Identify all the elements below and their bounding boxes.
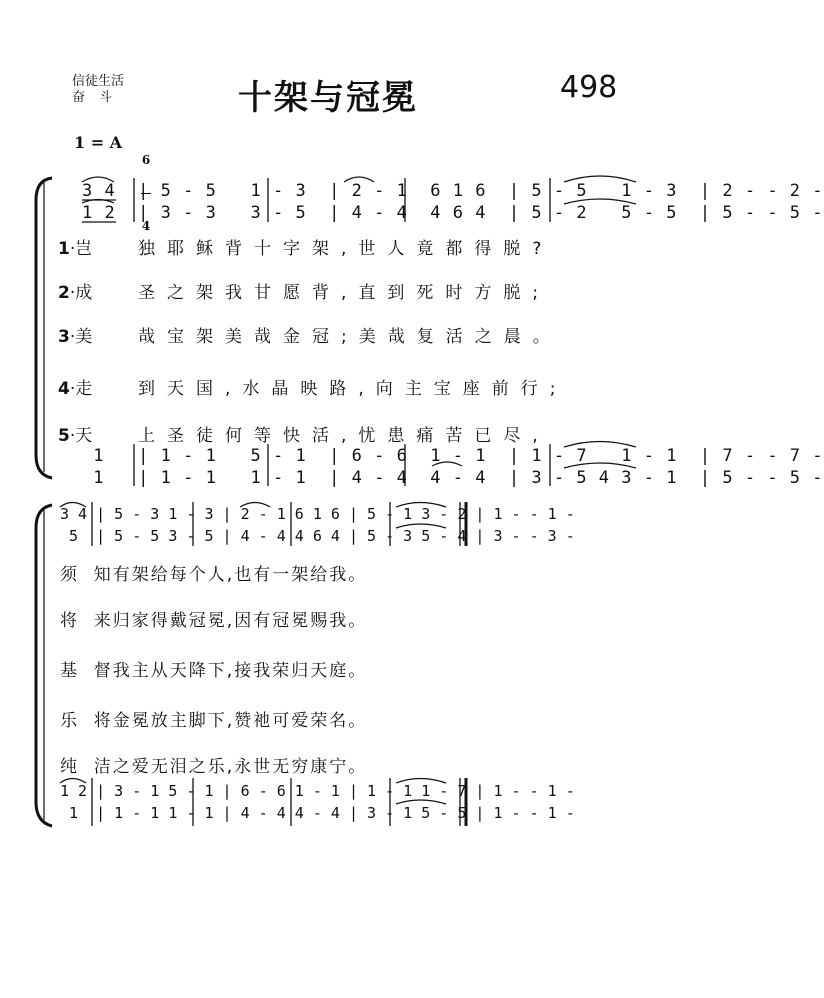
key-signature: 1 = A	[74, 133, 123, 152]
lyric-line-rest: 上圣徒何等快活,忧患痛苦已尽,	[138, 426, 550, 446]
lyric-line: 4·走	[58, 379, 93, 399]
system2-soprano: 3 4 | 5 - 3 1 - 3 | 2 - 1 6 1 6 | 5 - 1 3 - 2 | 1 - - 1 -	[60, 505, 575, 523]
time-sig-top: 6	[141, 153, 151, 167]
lyric-line: 须 知有架给每个人,也有一架给我。	[60, 565, 368, 585]
system1-alto: 1 2 | 3 - 3 3 - 5 | 4 - 4 4 6 4 | 5 - 2 5 - 5 | 5 - - 5 -	[82, 203, 824, 223]
system2-bass: 1 | 1 - 1 1 - 1 | 4 - 4 4 - 4 | 3 - 1 5 - 5 | 1 - - 1 -	[60, 804, 575, 822]
lyric-line: 将 来归家得戴冠冕,因有冠冕赐我。	[60, 611, 368, 631]
lyric-line-rest: 哉宝架美哉金冠;美哉复活之晨。	[138, 327, 562, 347]
lyric-line-rest: 独耶稣背十字架,世人竟都得脱?	[138, 239, 554, 259]
lyric-line: 基 督我主从天降下,接我荣归天庭。	[60, 661, 368, 681]
hymn-title: 十架与冠冕	[238, 78, 418, 118]
hymn-number: 498	[560, 70, 618, 105]
system1-tenor: 1 | 1 - 1 5 - 1 | 6 - 6 1 - 1 | 1 - 7 1 - 1 | 7 - - 7 -	[82, 446, 824, 466]
lyric-line: 纯 洁之爱无泪之乐,永世无穷康宁。	[60, 757, 368, 777]
lyric-line: 5·天	[58, 426, 93, 446]
system1-bass: 1 | 1 - 1 1 - 1 | 4 - 4 4 - 4 | 3 - 5 4 3 - 1 | 5 - - 5 -	[82, 468, 824, 488]
lyric-line-rest: 到天国,水晶映路,向主宝座前行;	[138, 379, 568, 399]
lyric-line: 1·岂	[58, 239, 93, 259]
lyric-line: 3·美	[58, 327, 93, 347]
system1-soprano: 3 4 | 5 - 5 1 - 3 | 2 - 1 6 1 6 | 5 - 5 1 - 3 | 2 - - 2 -	[82, 181, 824, 201]
category-line-1: 信徒生活	[72, 74, 125, 89]
system2-alto: 5 | 5 - 5 3 - 5 | 4 - 4 4 6 4 | 5 - 3 5 - 4 | 3 - - 3 -	[60, 527, 575, 545]
lyric-line: 2·成	[58, 283, 93, 303]
lyric-line: 乐 将金冕放主脚下,赞祂可爱荣名。	[60, 711, 368, 731]
category-line-2: 奋斗	[72, 90, 127, 105]
lyric-line-rest: 圣之架我甘愿背,直到死时方脱;	[138, 283, 551, 303]
system2-tenor: 1 2 | 3 - 1 5 - 1 | 6 - 6 1 - 1 | 1 - 1 1 - 7 | 1 - - 1 -	[60, 782, 575, 800]
time-sig-bottom: 4	[141, 219, 151, 233]
